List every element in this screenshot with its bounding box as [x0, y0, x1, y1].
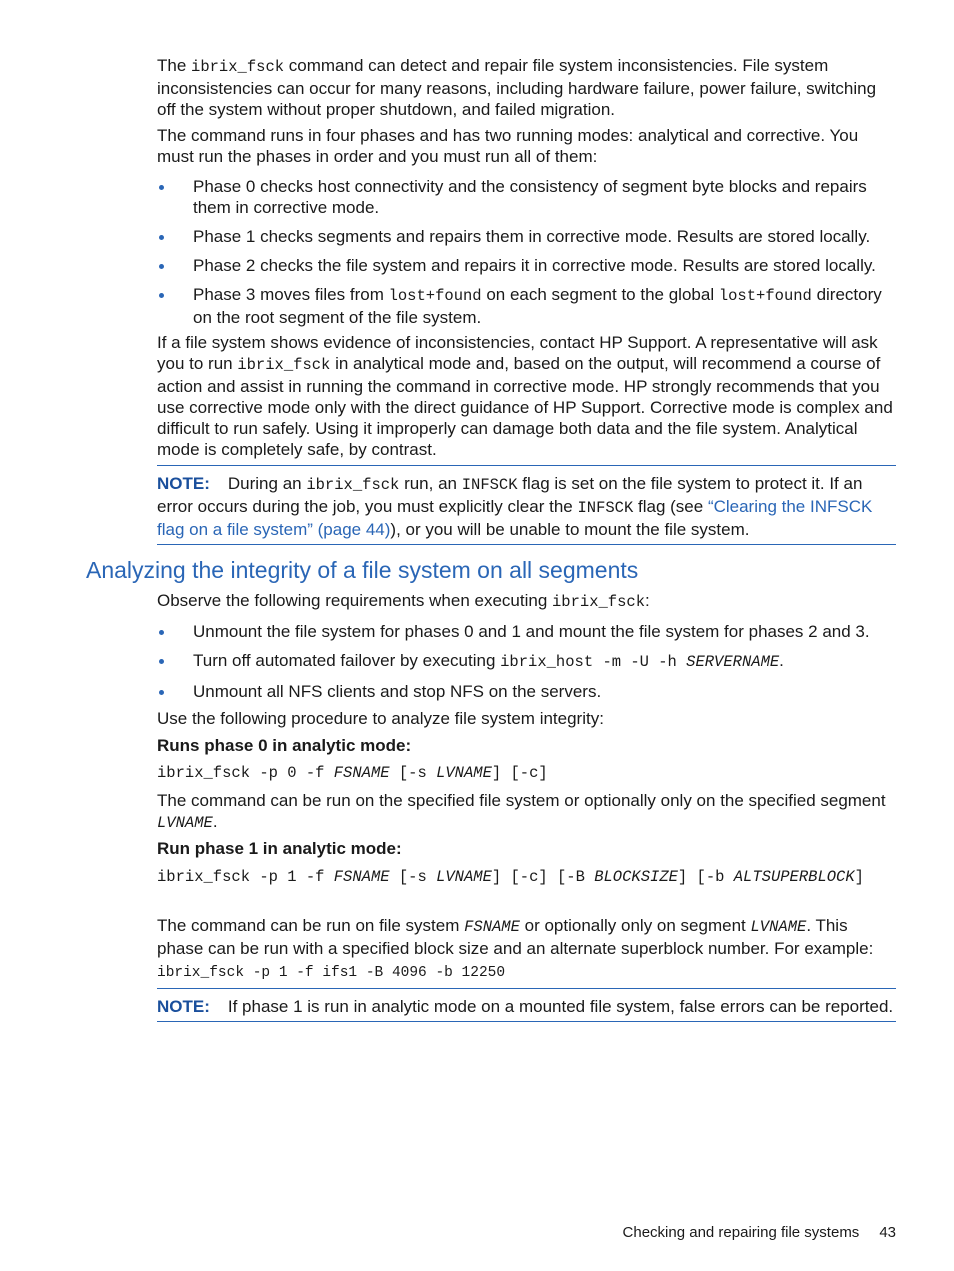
- inline-code: ibrix_fsck: [191, 58, 285, 76]
- step-description: The command can be run on file system FSNAME or optionally only on segment LVNAME. This phase can be run with a specified block size and an alternate superblock number. For example:: [157, 916, 874, 958]
- inline-code: ibrix_host -m -U -h: [500, 653, 687, 671]
- section-heading: Analyzing the integrity of a file system on all segments: [86, 557, 639, 583]
- requirements-list: [157, 621, 897, 702]
- phases-intro-paragraph: The command runs in four phases and has two running modes: analytical and corrective. You must run the phases in order and you must run all of them:: [157, 126, 859, 166]
- inline-code: ibrix_fsck: [552, 593, 646, 611]
- list-item: Phase 2 checks the file system and repairs it in corrective mode. Results are stored locally.: [157, 255, 897, 276]
- footer-section-title: Checking and repairing file systems: [622, 1224, 860, 1241]
- inline-code-variable: SERVERNAME: [686, 653, 780, 671]
- note-label: NOTE:: [157, 474, 210, 493]
- code-block: ibrix_fsck -p 0 -f FSNAME [-s LVNAME] [-c]: [157, 764, 548, 782]
- support-paragraph: If a file system shows evidence of inconsistencies, contact HP Support. A representative will ask you to run ibrix_fsck in analytical mode and, based on the output, will recommend a course of action and assist in running the command in corrective mode. HP strongly recommends that you use corrective mode only with the direct guidance of HP Support. Corrective mode is complex and difficult to run safely. Using it improperly can damage both data and the file system. Analytical mode is completely safe, by contrast.: [157, 333, 893, 459]
- list-item: Phase 1 checks segments and repairs them in corrective mode. Results are stored locally.: [157, 226, 897, 247]
- inline-code: lost+found: [718, 287, 812, 305]
- code-example: ibrix_fsck -p 1 -f ifs1 -B 4096 -b 12250: [157, 965, 506, 981]
- list-item: Phase 0 checks host connectivity and the consistency of segment byte blocks and repairs them in corrective mode.: [157, 176, 897, 218]
- note-label: NOTE:: [157, 997, 210, 1016]
- list-item: Unmount all NFS clients and stop NFS on the servers.: [157, 681, 897, 702]
- note-box: NOTE: If phase 1 is run in analytic mode on a mounted file system, false errors can be reported.: [157, 988, 896, 1022]
- intro-paragraph: The ibrix_fsck command can detect and repair file system inconsistencies. File system inconsistencies can occur for many reasons, including hardware failure, power failure, switching off the system without proper shutdown, and failed migration.: [157, 56, 877, 119]
- inline-code: INFSCK: [461, 476, 518, 494]
- page-number: 43: [879, 1224, 896, 1241]
- list-item: Turn off automated failover by executing ibrix_host -m -U -h SERVERNAME.: [157, 650, 897, 673]
- step-description: The command can be run on the specified file system or optionally only on the specified segment LVNAME.: [157, 791, 886, 832]
- step-title: Runs phase 0 in analytic mode:: [157, 736, 412, 755]
- code-block: ibrix_fsck -p 1 -f FSNAME [-s LVNAME] [-c] [-B BLOCKSIZE] [-b ALTSUPERBLOCK]: [157, 868, 864, 886]
- inline-code: INFSCK: [577, 499, 634, 517]
- requirements-intro: Observe the following requirements when executing ibrix_fsck:: [157, 591, 650, 611]
- inline-code-variable: LVNAME: [750, 918, 807, 936]
- procedure-intro: Use the following procedure to analyze file system integrity:: [157, 709, 604, 728]
- list-item: Phase 3 moves files from lost+found on each segment to the global lost+found directory on the root segment of the file system.: [157, 284, 897, 328]
- step-title: Run phase 1 in analytic mode:: [157, 839, 402, 858]
- cross-reference-link[interactable]: “Clearing the INFSCK flag on a file system” (page 44): [157, 497, 873, 539]
- page-footer: [600, 1222, 896, 1243]
- inline-code: ibrix_fsck: [237, 356, 331, 374]
- inline-code: ibrix_fsck: [306, 476, 400, 494]
- phase-list: [157, 176, 897, 328]
- note-box: NOTE: During an ibrix_fsck run, an INFSCK flag is set on the file system to protect it. If an error occurs during the job, you must explicitly clear the INFSCK flag (see “Clearing the INFSCK flag on a file system” (page 44)), or you will be unable to mount the file system.: [157, 465, 896, 545]
- inline-code-variable: FSNAME: [464, 918, 520, 936]
- list-item: Unmount the file system for phases 0 and 1 and mount the file system for phases 2 and 3.: [157, 621, 897, 642]
- inline-code-variable: LVNAME: [157, 814, 213, 832]
- inline-code: lost+found: [388, 287, 482, 305]
